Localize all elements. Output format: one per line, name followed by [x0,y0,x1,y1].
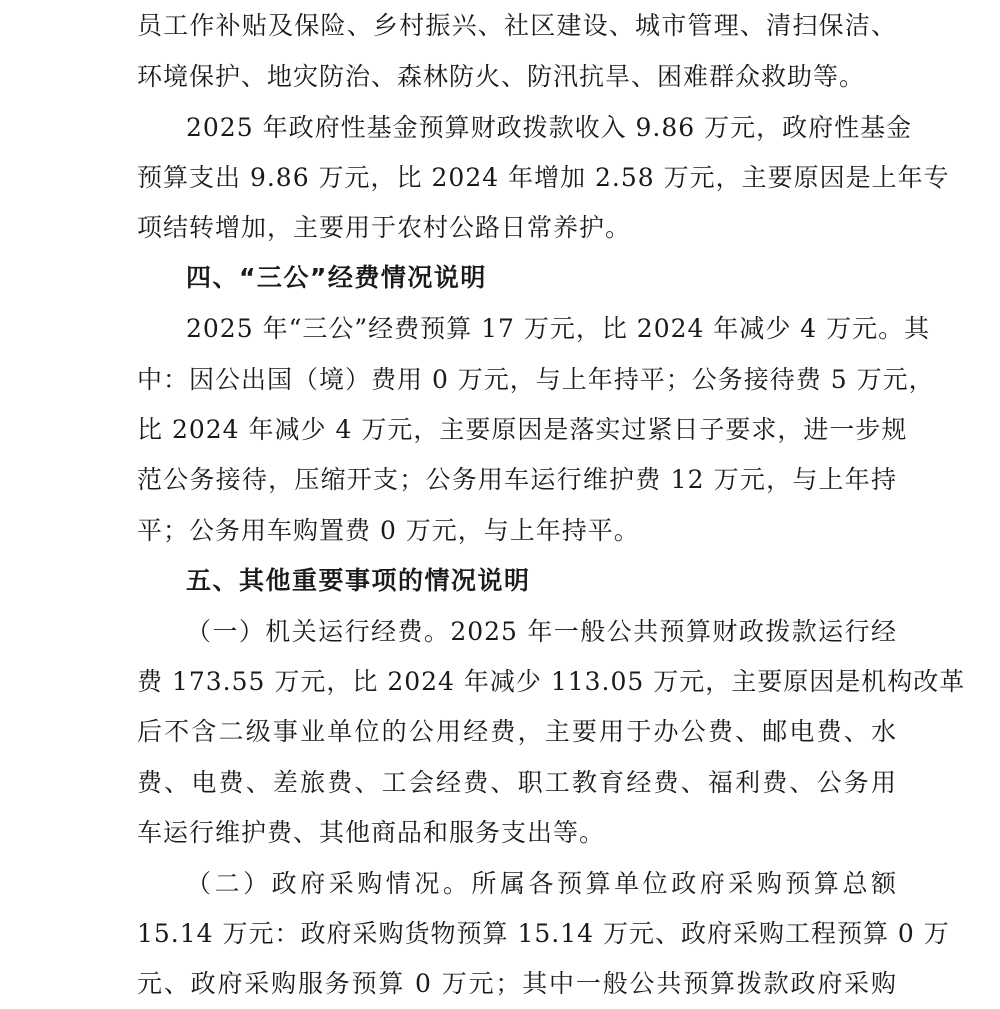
paragraph-line: 项结转增加，主要用于农村公路日常养护。 [137,213,632,242]
paragraph-line: （二）政府采购情况。所属各预算单位政府采购预算总额 [186,869,897,898]
paragraph-line: 环境保护、地灾防治、森林防火、防汛抗旱、困难群众救助等。 [137,62,866,91]
paragraph-line: 2025 年“三公”经费预算 17 万元，比 2024 年减少 4 万元。其 [186,314,931,343]
paragraph-line: 车运行维护费、其他商品和服务支出等。 [137,818,606,847]
section-heading: 四、“三公”经费情况说明 [186,263,487,292]
section-heading: 五、其他重要事项的情况说明 [186,566,531,595]
paragraph-line: 后不含二级事业单位的公用经费，主要用于办公费、邮电费、水 [137,717,897,746]
paragraph-line: 费 173.55 万元，比 2024 年减少 113.05 万元，主要原因是机构改革 [137,667,966,696]
paragraph-line: 费、电费、差旅费、工会经费、职工教育经费、福利费、公务用 [137,768,897,797]
paragraph-line: （一）机关运行经费。2025 年一般公共预算财政拨款运行经 [186,617,897,646]
paragraph-line: 员工作补贴及保险、乡村振兴、社区建设、城市管理、清扫保洁、 [137,11,897,40]
paragraph-line: 比 2024 年减少 4 万元，主要原因是落实过紧日子要求，进一步规 [137,415,908,444]
paragraph-line: 预算支出 9.86 万元，比 2024 年增加 2.58 万元，主要原因是上年专 [137,163,950,192]
paragraph-line: 元、政府采购服务预算 0 万元；其中一般公共预算拨款政府采购 [137,969,897,998]
paragraph-line: 平；公务用车购置费 0 万元，与上年持平。 [137,516,640,545]
paragraph-line: 2025 年政府性基金预算财政拨款收入 9.86 万元，政府性基金 [186,113,913,142]
paragraph-line: 15.14 万元：政府采购货物预算 15.14 万元、政府采购工程预算 0 万 [137,919,950,948]
paragraph-line: 范公务接待，压缩开支；公务用车运行维护费 12 万元，与上年持 [137,465,897,494]
paragraph-line: 中：因公出国（境）费用 0 万元，与上年持平；公务接待费 5 万元， [137,365,935,394]
